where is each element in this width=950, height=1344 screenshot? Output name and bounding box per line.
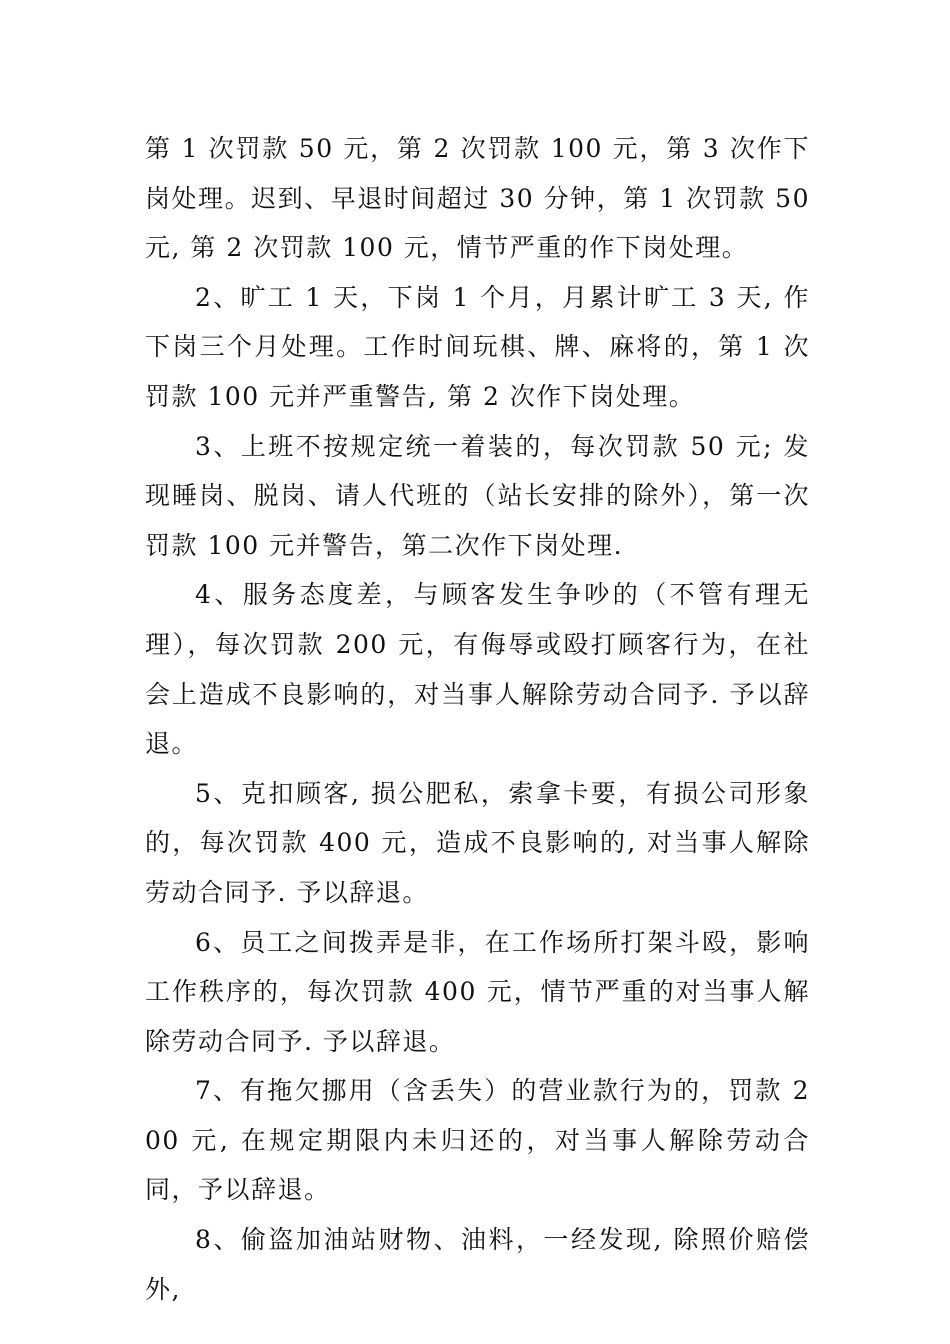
paragraph-item-5: 5、克扣顾客, 损公肥私，索拿卡要，有损公司形象的，每次罚款 400 元，造成不良影响的, 对当事人解除劳动合同予. 予以辞退。	[145, 778, 810, 907]
paragraph-item-3: 3、上班不按规定统一着装的，每次罚款 50 元; 发现睡岗、脱岗、请人代班的（站长安排的除外），第一次罚款 100 元并警告，第二次作下岗处理.	[145, 431, 810, 560]
paragraph-item-7: 7、有拖欠挪用（含丢失）的营业款行为的，罚款 200 元, 在规定期限内未归还的，对当事人解除劳动合同，予以辞退。	[145, 1076, 810, 1205]
document-body	[145, 124, 810, 1314]
paragraph-continuation: 第 1 次罚款 50 元，第 2 次罚款 100 元，第 3 次作下岗处理。迟到、早退时间超过 30 分钟，第 1 次罚款 50 元, 第 2 次罚款 100 元，情节严重的作下岗处理。	[145, 134, 810, 263]
paragraph-item-8: 8、偷盗加油站财物、油料，一经发现, 除照价赔偿外,	[145, 1225, 810, 1304]
paragraph-item-4: 4、服务态度差，与顾客发生争吵的（不管有理无理），每次罚款 200 元，有侮辱或殴打顾客行为，在社会上造成不良影响的，对当事人解除劳动合同予. 予以辞退。	[145, 580, 810, 759]
paragraph-item-2: 2、旷工 1 天，下岗 1 个月，月累计旷工 3 天, 作下岗三个月处理。工作时间玩棋、牌、麻将的，第 1 次罚款 100 元并严重警告, 第 2 次作下岗处理。	[145, 282, 810, 411]
paragraph-item-6: 6、员工之间拨弄是非，在工作场所打架斗殴，影响工作秩序的，每次罚款 400 元，情节严重的对当事人解除劳动合同予. 予以辞退。	[145, 927, 810, 1056]
